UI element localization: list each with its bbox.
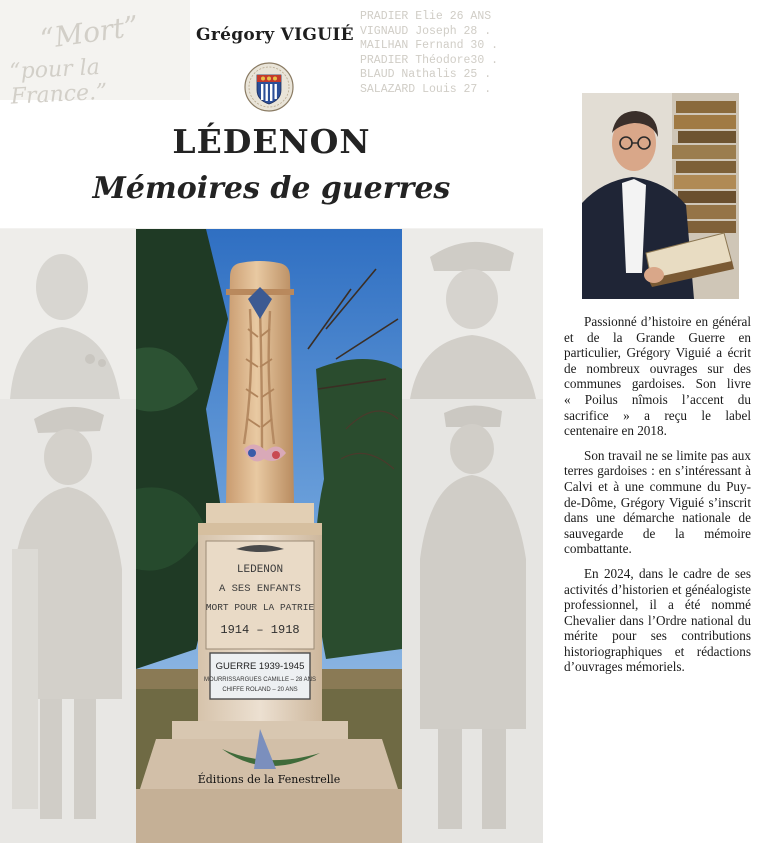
memorial-name: BLAUD Nathalis 25 .	[360, 68, 492, 81]
ghost-portrait-right-bottom	[402, 399, 543, 843]
author-portrait-photo	[582, 93, 739, 299]
ghost-portrait-left-bottom	[0, 399, 136, 843]
handwritten-note	[0, 0, 190, 110]
plaque-years: 1914 – 1918	[220, 623, 300, 637]
ww2-title: GUERRE 1939-1945	[215, 661, 305, 672]
bio-paragraph: Passionné d’histoire en général et de la Grande Guerre en particulier, Grégory Viguié a écrit de nombreux ouvrages sur des communes gardoises. Son livre « Poilus nîmois l’accent du sacrifice » a reçu le label centenaire en 2018.	[564, 314, 751, 439]
plaque-line-1: LEDENON	[236, 564, 284, 576]
book-subtitle: Mémoires de guerres	[92, 171, 451, 206]
war-memorial-photo	[136, 229, 402, 843]
note-line-1: “Mort”	[38, 9, 141, 56]
ww2-name-2: CHIFFE ROLAND – 20 ANS	[222, 687, 298, 693]
memorial-names-list	[360, 10, 540, 97]
author-name: Grégory VIGUIÉ	[196, 25, 354, 45]
ghost-portrait-right-top	[402, 229, 543, 399]
publisher-name: Éditions de la Fenestrelle	[197, 773, 341, 786]
bio-paragraph: Son travail ne se limite pas aux terres gardoises : en s’intéressant à Calvi et à une commune du Puy-de-Dôme, Grégory Viguié s’inscrit dans une démarche nationale de sauvegarde de la mémoire combattante.	[564, 447, 751, 557]
note-line-2: “pour la France.”	[8, 55, 108, 110]
memorial-name: PRADIER Théodore30 .	[360, 53, 499, 67]
author-biography	[564, 314, 751, 684]
plaque-line-2: A SES ENFANTS	[219, 583, 301, 595]
memorial-name: VIGNAUD Joseph 28 .	[360, 24, 492, 38]
ghost-portrait-left-top	[0, 229, 136, 399]
coat-of-arms-icon	[244, 62, 294, 112]
memorial-name: PRADIER Elie 26 ANS	[360, 10, 492, 23]
book-title: LÉDENON	[172, 122, 371, 161]
memorial-name: MAILHAN Fernand 30 .	[360, 39, 499, 52]
memorial-name: SALAZARD Louis 27 .	[360, 82, 492, 96]
bio-paragraph: En 2024, dans le cadre de ses activités d’historien et généalogiste professionnel, il a été nommé Chevalier dans l’Ordre national du mérite pour ses contributions historiographiques et rédactions d’ouvrages mémoriels.	[564, 565, 751, 675]
ww2-name-1: MOURRISSARGUES CAMILLE – 28 ANS	[203, 677, 317, 683]
plaque-line-3: MORT POUR LA PATRIE	[205, 602, 315, 613]
